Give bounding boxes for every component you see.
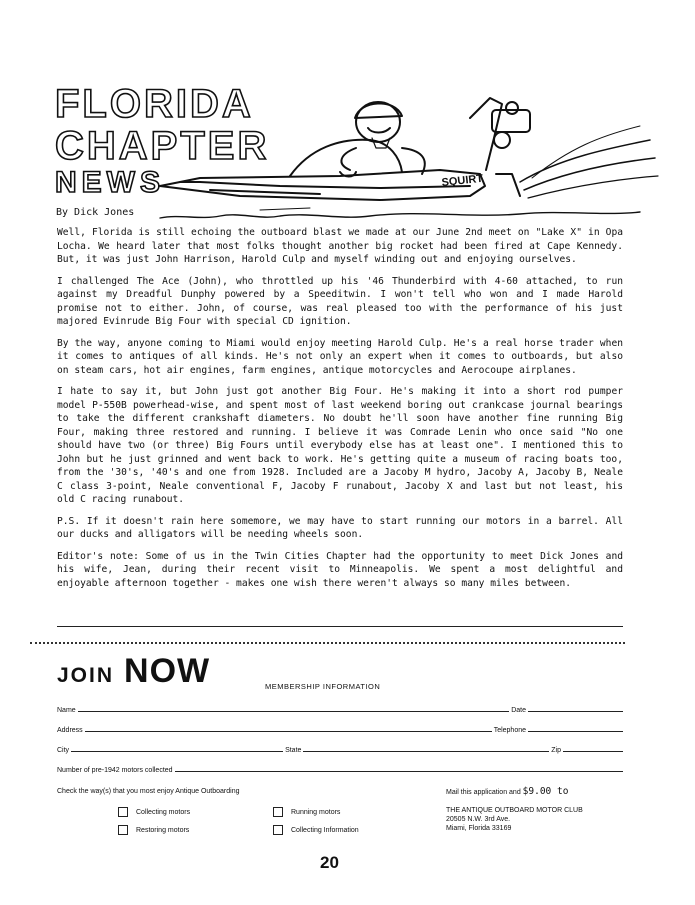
motors-collected-field[interactable] <box>175 771 623 772</box>
paragraph: By the way, anyone coming to Miami would enjoy meeting Harold Culp. He's a real horse trader when it comes to antiques of all kinds. He's not only an expert when it comes to outboards, but also on steam cars, hot air engines, farm engines, antique motorcycles and Aerocoupe airplanes. <box>57 337 623 376</box>
form-row-name <box>57 707 623 714</box>
mail-prefix: Mail this application and <box>446 789 521 796</box>
form-row-motors <box>57 767 623 774</box>
paragraph: P.S. If it doesn't rain here somemore, we may have to start running our motors in a barrel. All our ducks and alligators will be needing wheels soon. <box>57 515 623 540</box>
telephone-label: Telephone <box>493 727 526 734</box>
divider <box>57 626 623 627</box>
masthead-chapter: CHAPTER <box>55 124 270 168</box>
form-row-city <box>57 747 623 754</box>
checkbox[interactable] <box>118 825 128 835</box>
name-field[interactable] <box>78 711 510 712</box>
option-restoring-motors[interactable] <box>118 825 189 835</box>
date-field[interactable] <box>528 711 623 712</box>
state-label: State <box>285 747 302 754</box>
check-title: Check the way(s) that you most enjoy Antique Outboarding <box>57 788 240 795</box>
mail-instructions <box>446 786 568 797</box>
boat-label: SQUIRT <box>441 172 484 189</box>
racing-hydroplane-drawing <box>140 78 660 228</box>
option-label: Collecting motors <box>136 808 191 816</box>
zip-field[interactable] <box>563 751 623 752</box>
club-name: THE ANTIQUE OUTBOARD MOTOR CLUB <box>446 807 583 814</box>
now-word: NOW <box>124 652 211 690</box>
membership-fee: $9.00 to <box>522 786 569 797</box>
club-city: Miami, Florida 33169 <box>446 825 512 832</box>
club-street: 20505 N.W. 3rd Ave. <box>446 816 511 823</box>
cut-line <box>30 642 625 644</box>
membership-information-title: MEMBERSHIP INFORMATION <box>265 682 381 691</box>
date-label: Date <box>511 707 526 714</box>
address-label: Address <box>57 727 83 734</box>
address-field[interactable] <box>85 731 492 732</box>
option-running-motors[interactable] <box>273 807 340 817</box>
name-label: Name <box>57 707 76 714</box>
masthead-news: NEWS <box>55 166 165 199</box>
option-collecting-motors[interactable] <box>118 807 190 817</box>
option-collecting-information[interactable] <box>273 825 359 835</box>
article-body <box>57 226 623 598</box>
motors-collected-label: Number of pre-1942 motors collected <box>57 767 173 774</box>
join-word: JOIN <box>57 664 115 687</box>
telephone-field[interactable] <box>528 731 623 732</box>
byline: By Dick Jones <box>56 207 135 218</box>
checkbox[interactable] <box>273 807 283 817</box>
form-row-address <box>57 727 623 734</box>
masthead-florida: FLORIDA <box>55 82 254 126</box>
option-label: Restoring motors <box>136 826 190 834</box>
option-label: Running motors <box>291 808 341 816</box>
city-field[interactable] <box>71 751 283 752</box>
option-label: Collecting Information <box>291 826 359 834</box>
city-label: City <box>57 747 70 754</box>
checkbox[interactable] <box>118 807 128 817</box>
page-number: 20 <box>320 853 339 872</box>
paragraph: Well, Florida is still echoing the outboard blast we made at our June 2nd meet on "Lake X" in Opa Locha. We heard later that most folks thought another big rocket had been fired at Cape Kennedy. But, it was just John Harrison, Harold Culp and myself winding out and enjoying ourselves. <box>57 227 623 265</box>
checkbox[interactable] <box>273 825 283 835</box>
zip-label: Zip <box>551 747 561 754</box>
club-address <box>446 806 583 833</box>
paragraph: I hate to say it, but John just got another Big Four. He's making it into a short rod pumper model P-550B powerhead-wise, and spent most of last weekend boring out crankcase journal bearings to take the different crankshaft diameters. No doubt he'll soon have another fine running Big Four, making three restored and running. I believe it was Comrade Lenin who once said "No one should have two (or three) Big Fours until everybody else has at least one". I mentioned this to John but he just grinned and went back to work. He's getting quite a museum of racing boats too, from the '30's, '40's and one from 1928. Included are a Jacoby M hydro, Jacoby A, Jacoby B, Neale C class 3-point, Neale conventional F, Jacoby F runabout, Jacoby X and last but not least, his old C racing runabout. <box>57 386 623 505</box>
state-field[interactable] <box>303 751 549 752</box>
join-now-heading <box>57 652 210 691</box>
paragraph: I challenged The Ace (John), who throttled up his '46 Thunderbird with 4-60 attached, to run against my Dreadful Dunphy powered by a Speeditwin. I won't tell who won and I made Harold promise not to either. John, of course, was real pleased too with the performance of his just majored Evinrude Big Four with special CD ignition. <box>57 275 623 327</box>
paragraph: Editor's note: Some of us in the Twin Cities Chapter had the opportunity to meet Dick Jones and his wife, Jean, during their recent visit to Minneapolis. We spent a most delightful and enjoyable afternoon together - makes one wish there weren't always so many miles between. <box>57 550 623 589</box>
